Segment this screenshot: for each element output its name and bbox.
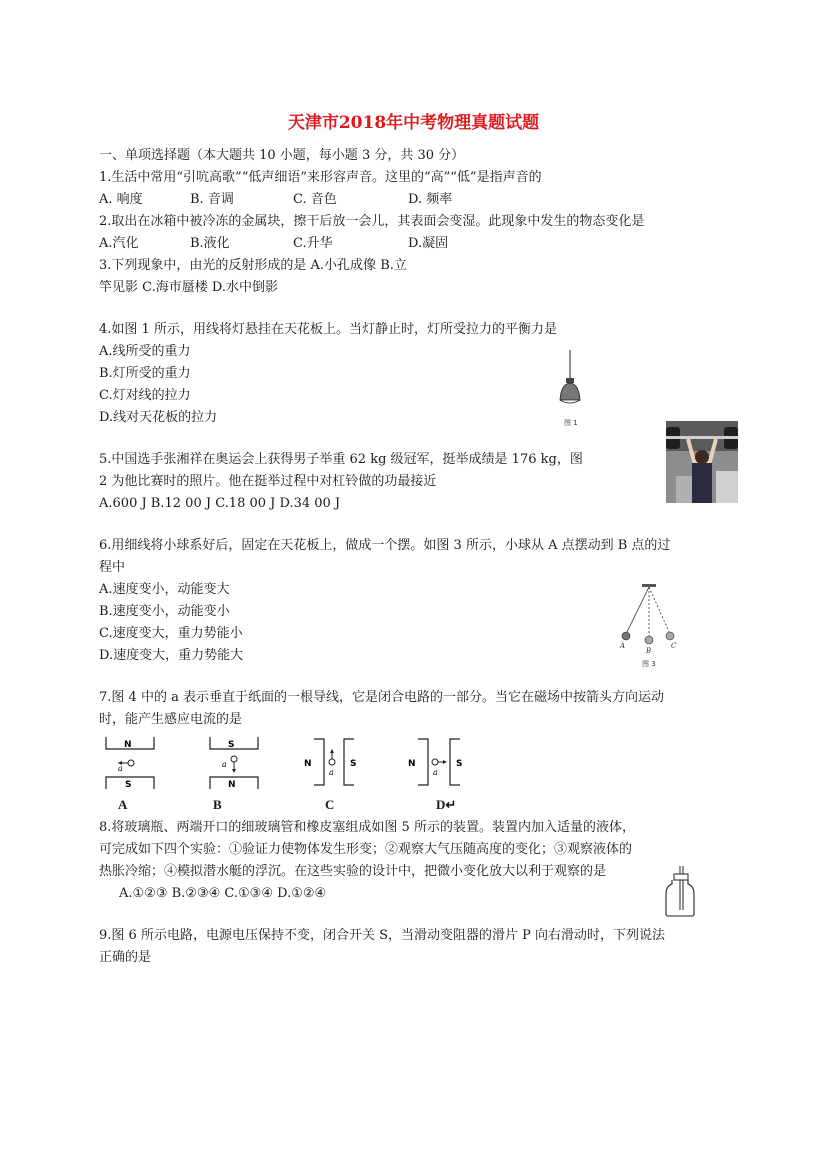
q4-option-d: D.线对天花板的拉力 [99,410,218,425]
q8-line-3: 热胀冷缩；④模拟潜水艇的浮沉。在这些实验的设计中，把微小变化放大以利于观察的是 [99,864,607,879]
q6-option-a: A.速度变小，动能变大 [99,582,230,597]
point-c-label: C [671,642,677,650]
figure-3-caption: 图 3 [642,660,656,668]
q6-line-1: 6.用细线将小球系好后，固定在天花板上，做成一个摆。如图 3 所示，小球从 A 点摆动到 B 点的过 [99,538,671,553]
q8-line-2: 可完成如下四个实验：①验证力使物体发生形变；②观察大气压随高度的变化；③观察液体的 [99,842,633,857]
wire-a-label: a [118,764,123,773]
q1-option-b: B. 音调 [190,192,234,207]
weightlifter-photo [666,421,738,503]
page-title: 天津市2018年中考物理真题试题 [287,113,540,133]
q1-option-d: D. 频率 [408,192,453,207]
pole-n: N [408,759,416,769]
figure-label-c: C [325,797,335,812]
pole-s: S [350,759,357,769]
q1-option-a: A. 响度 [99,192,143,207]
q6-option-d: D.速度变大，重力势能大 [99,648,244,663]
q4-option-b: B.灯所受的重力 [99,366,191,381]
pole-n: N [304,759,312,769]
q1-option-c: C. 音色 [293,192,337,207]
q9-line-1: 9.图 6 所示电路，电源电压保持不变，闭合开关 S，当滑动变阻器的滑片 P 向右滑动时，下列说法 [99,928,665,943]
q7-line-1: 7.图 4 中的 a 表示垂直于纸面的一根导线，它是闭合电路的一部分。当它在磁场中按箭头方向运动 [99,690,664,705]
wire-a-label: a [222,760,227,769]
q4-option-a: A.线所受的重力 [99,344,191,359]
q4-stem: 4.如图 1 所示，用线将灯悬挂在天花板上。当灯静止时，灯所受拉力的平衡力是 [99,322,557,337]
point-b-label: B [646,647,652,655]
wire-a-label: a [433,768,438,777]
figure-label-a: A [118,797,128,812]
figure-1-caption: 图 1 [564,419,578,427]
q2-option-c: C.升华 [293,236,333,251]
pole-s: S [228,740,235,750]
hanging-lamp-figure [552,350,588,430]
q1-stem: 1.生活中常用“引吭高歌”“低声细语”来形容声音。这里的“高”“低”是指声音的 [99,170,542,185]
q5-line-1: 5.中国选手张湘祥在奥运会上获得男子举重 62 kg 级冠军，挺举成绩是 176 kg，图 [99,452,583,467]
q2-option-a: A.汽化 [99,236,139,251]
q4-option-c: C.灯对线的拉力 [99,388,191,403]
pendulum-figure [612,582,686,670]
q2-stem: 2.取出在冰箱中被冷冻的金属块，擦干后放一会儿，其表面会变湿。此现象中发生的物态变化是 [99,214,645,229]
point-a-label: A [620,642,626,650]
glass-bottle-figure [662,866,698,918]
q7-line-2: 时，能产生感应电流的是 [99,712,243,727]
figure-label-d: D↵ [436,797,457,812]
q5-line-2: 2 为他比赛时的照片。他在挺举过程中对杠铃做的功最接近 [99,474,437,489]
pole-s: S [125,780,132,790]
q6-option-b: B.速度变小，动能变小 [99,604,230,619]
section-heading: 一、单项选择题（本大题共 10 小题，每小题 3 分，共 30 分） [99,148,465,163]
q3-line-1: 3.下列现象中，由光的反射形成的是 A.小孔成像 B.立 [99,258,407,273]
pole-n: N [124,740,132,750]
wire-a-label: a [329,768,334,777]
q8-options: A.①②③ B.②③④ C.①③④ D.①②④ [119,886,327,901]
q6-option-c: C.速度变大，重力势能小 [99,626,243,641]
q8-line-1: 8.将玻璃瓶、两端开口的细玻璃管和橡皮塞组成如图 5 所示的装置。装置内加入适量的液体， [99,820,635,835]
magnet-figure-d [404,735,470,791]
q2-option-b: B.液化 [190,236,230,251]
magnet-figure-a [104,735,156,791]
magnet-figure-c [300,735,366,791]
q2-option-d: D.凝固 [408,236,449,251]
figure-label-b: B [213,797,222,812]
q6-line-2: 程中 [99,560,126,575]
pole-s: S [456,759,463,769]
q5-options: A.600 J B.12 00 J C.18 00 J D.34 00 J [99,496,341,511]
q3-line-2: 竿见影 C.海市蜃楼 D.水中倒影 [99,280,278,295]
pole-n: N [228,780,236,790]
q9-line-2: 正确的是 [99,950,152,965]
magnet-figure-b [208,735,260,791]
